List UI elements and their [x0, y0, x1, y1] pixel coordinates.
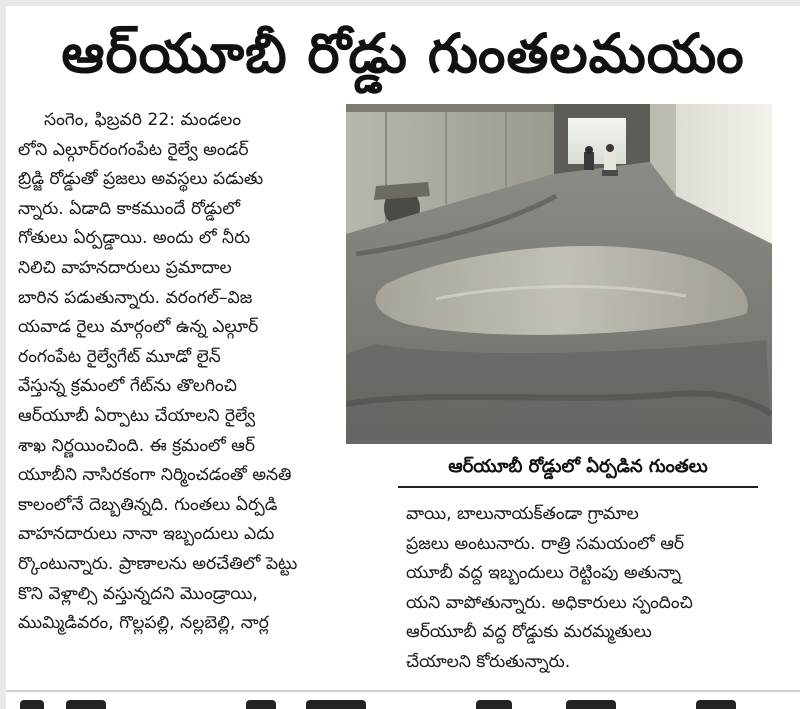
article-line: నిలిచి వాహనదారులు ప్రమాదాల: [18, 257, 232, 278]
article-line: వేస్తున్న క్రమంలో గేట్‌ను తొలగించి: [18, 376, 237, 397]
article-line: కొని వెళ్లాల్సి వస్తున్నదని మొండ్రాయి,: [18, 583, 258, 604]
article-line: రంగంపేట రైల్వేగేట్ మూడో లైన్: [18, 346, 221, 367]
article-line: ఆర్‌యూబీ ఏర్పాటు చేయాలని రైల్వే: [18, 405, 256, 426]
page-border-top: [0, 0, 800, 6]
headline: ఆర్‌యూబీ రోడ్డు గుంతలమయం: [61, 22, 745, 85]
article-line: యూబీ వద్ద ఇబ్బందులు రెట్టింపు అతున్నా: [406, 563, 682, 584]
article-line: శాఖ నిర్ణయించింది. ఈ క్రమంలో ఆర్: [18, 435, 256, 456]
article-line: యవాడ రైలు మార్గంలో ఉన్న ఎల్గూర్: [18, 317, 259, 338]
article-column-1: [18, 106, 340, 639]
article-line: బ్రిడ్జి రోడ్డుతో ప్రజలు అవస్థలు పడుతు: [18, 169, 264, 190]
article-line: గోతులు ఏర్పడ్డాయి. అందు లో నీరు: [18, 228, 251, 249]
bottom-divider: [6, 690, 800, 692]
next-article-cut-off: [6, 696, 800, 709]
article-line: వాయి, బాలునాయక్‌తండా గ్రామాల: [406, 504, 639, 524]
photo-illustration: [346, 104, 772, 444]
article-line: ప్రజలు అంటునారు. రాత్రి సమయంలో ఆర్: [406, 533, 685, 554]
article-line: చేయాలని కోరుతున్నారు.: [406, 651, 571, 672]
article-line: ముమ్మిడివరం, గొల్లపల్లి, నల్లబెల్లి, నార్ల: [18, 613, 269, 634]
article-line: యని వాపోతున్నారు. అధికారులు స్పందించి: [406, 592, 693, 613]
news-photo-underpass-potholes: [346, 104, 772, 444]
article-line: యూబీని నాసిరకంగా నిర్మించడంతో అనతి: [18, 465, 292, 486]
article-line: ర్కొంటున్నారు. ప్రాణాలను అరచేతిలో పెట్టు: [18, 553, 298, 574]
article-line: లోని ఎల్గూర్‌రంగంపేట రైల్వే అండర్: [18, 139, 249, 160]
article-column-2: [406, 500, 776, 678]
photo-caption: ఆర్‌యూబీ రోడ్డులో ఏర్పడిన గుంతలు: [448, 456, 708, 477]
photo-caption-box: [398, 450, 758, 488]
article-line: కాలంలోనే దెబ్బతిన్నది. గుంతలు ఏర్పడి: [18, 494, 278, 515]
article-line: వాహనదారులు నానా ఇబ్బందులు ఎదు: [18, 524, 275, 545]
article-line: ఆర్‌యూబీ వద్ద రోడ్డుకు మరమ్మతులు: [406, 622, 652, 643]
page-border-left: [0, 0, 6, 709]
article-line: న్నారు. ఏడాది కాకముందే రోడ్డులో: [18, 198, 241, 219]
article-line: బారిన పడుతున్నారు. వరంగల్–విజ: [18, 287, 253, 308]
article-line: సంగెం, ఫిబ్రవరి 22: మండలం: [44, 110, 242, 130]
